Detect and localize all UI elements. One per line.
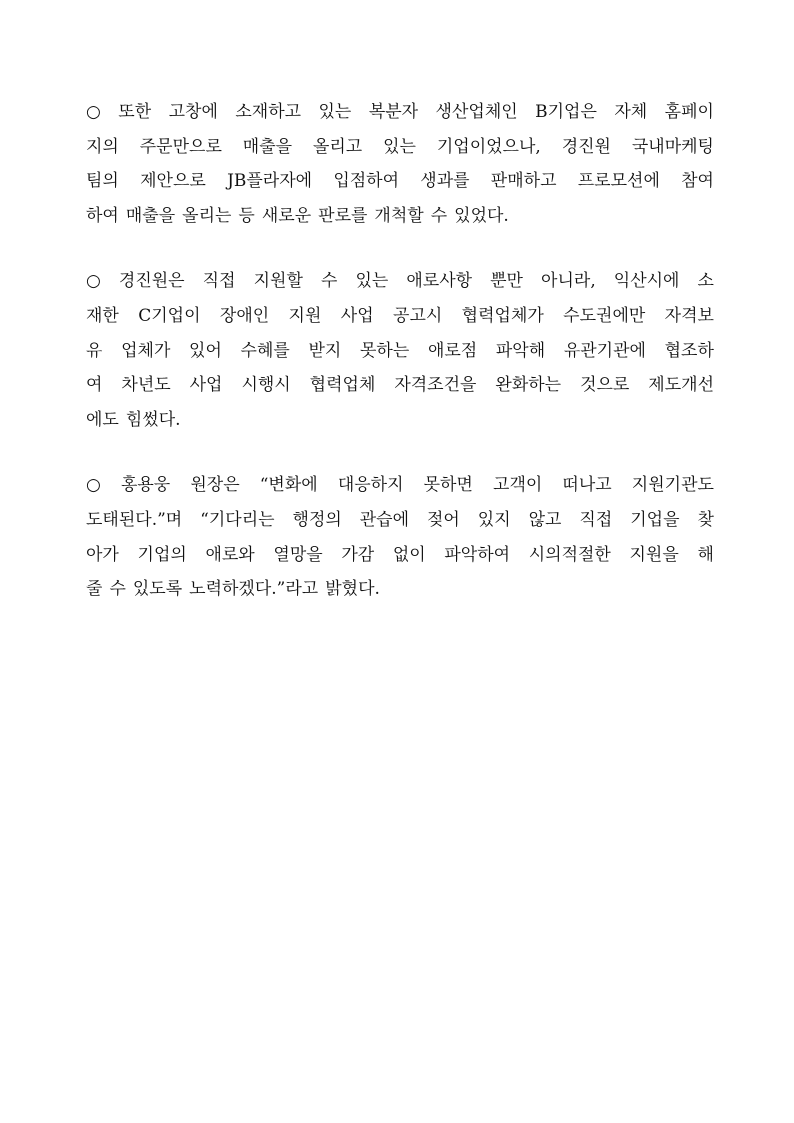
word: 소재하고	[235, 102, 302, 122]
word: 제안으로	[140, 171, 206, 192]
word: 팀의	[86, 171, 119, 192]
word: 있지	[477, 509, 511, 530]
word: 제도개선	[648, 375, 714, 396]
word: 힘썼다.	[125, 409, 181, 430]
word: 소	[697, 271, 714, 292]
word: 올리고	[312, 136, 363, 157]
word: 판로를	[318, 205, 368, 226]
word: 애로사항	[406, 271, 473, 292]
word: 지원을	[629, 544, 679, 565]
word: 있었다.	[454, 205, 509, 226]
word: 없이	[392, 544, 426, 565]
word: 협력업체	[309, 375, 376, 396]
word: 못하면	[423, 475, 473, 496]
word: 사업	[189, 375, 223, 396]
word: 있도록	[132, 579, 183, 600]
word: 판매하고	[490, 171, 557, 192]
word: 자격조건을	[394, 375, 477, 396]
word: 받지	[308, 340, 342, 361]
word: 파악해	[495, 340, 546, 361]
word: 아니라,	[541, 271, 596, 292]
word: 하여	[86, 205, 119, 226]
word: 파악하여	[444, 544, 511, 565]
word: 매출을	[125, 205, 176, 226]
word: 수	[109, 579, 126, 600]
word: 행정의	[292, 509, 342, 530]
word: 완화하는	[495, 375, 562, 396]
word: 차년도	[121, 375, 171, 396]
word: 경진원은	[118, 271, 185, 292]
word: 생산업체인	[435, 102, 518, 122]
word: 관습에	[359, 509, 410, 530]
word: 뿐만	[490, 271, 523, 292]
word: “변화에	[259, 475, 318, 496]
word: 입점하여	[333, 171, 400, 192]
word: 찾	[697, 509, 714, 530]
word: 올리는	[182, 205, 232, 226]
word: 시의적절한	[528, 544, 611, 565]
word: 기업을	[630, 509, 680, 530]
text-line	[86, 572, 714, 607]
bullet-marker: ○	[86, 271, 101, 292]
paragraph-gochang-bokbunja	[86, 95, 714, 233]
word: 수혜를	[240, 340, 290, 361]
word: 가감	[341, 544, 375, 565]
bullet-marker: ○	[86, 475, 101, 496]
text-line	[86, 299, 714, 334]
text-line	[86, 538, 714, 573]
word: 대응하지	[337, 475, 404, 496]
word: 않고	[528, 509, 562, 530]
word: 것으로	[580, 375, 630, 396]
word: 홈페이	[664, 102, 714, 122]
text-line	[86, 264, 714, 299]
word: 수	[320, 271, 338, 292]
word: 지원기관도	[631, 475, 714, 496]
word: 있는	[355, 271, 389, 292]
text-line	[86, 95, 714, 130]
word: 익산시에	[613, 271, 680, 292]
text-line	[86, 199, 714, 234]
word: 등	[238, 205, 255, 226]
word: 자격보	[664, 305, 714, 326]
text-line	[86, 334, 714, 369]
word: 장애인	[219, 305, 270, 326]
word: 젖어	[426, 509, 460, 530]
word: 홍용웅	[120, 475, 171, 496]
word: 경진원	[561, 136, 611, 157]
word: 직접	[202, 271, 236, 292]
text-line	[86, 403, 714, 438]
word: 새로운	[261, 205, 312, 226]
word: 복분자	[368, 102, 419, 122]
word: 여	[86, 375, 103, 396]
word: 지의	[86, 136, 119, 157]
word: 시행시	[241, 375, 291, 396]
word: 있어	[189, 340, 222, 361]
bullet-marker: ○	[86, 102, 101, 122]
word: 유	[86, 340, 103, 361]
word: JB플라자에	[227, 171, 313, 192]
word: 도태된다.”며	[86, 509, 183, 530]
word: B기업은	[535, 102, 597, 122]
word: 해	[697, 544, 714, 565]
word: 매출을	[242, 136, 293, 157]
word: 애로점	[427, 340, 478, 361]
word: 에도	[86, 409, 119, 430]
text-line	[86, 468, 714, 503]
text-line	[86, 164, 714, 199]
word: 협조하	[664, 340, 714, 361]
word: 직접	[579, 509, 613, 530]
word: C기업이	[138, 305, 201, 326]
document-body	[86, 95, 714, 638]
word: 또한	[118, 102, 152, 122]
paragraph-iksan-support	[86, 264, 714, 437]
word: 지원	[288, 305, 322, 326]
word: 자체	[614, 102, 648, 122]
word: 주문만으로	[139, 136, 222, 157]
word: 참여	[681, 171, 714, 192]
word: 수	[430, 205, 448, 226]
word: 밝혔다.	[325, 579, 380, 600]
word: 고창에	[168, 102, 218, 122]
word: 지원할	[253, 271, 303, 292]
word: 국내마케팅	[631, 136, 714, 157]
word: 개척할	[374, 205, 424, 226]
word: 열망을	[273, 544, 323, 565]
word: 기업이었으나,	[436, 136, 541, 157]
word: 재한	[86, 305, 119, 326]
word: 유관기관에	[563, 340, 646, 361]
word: 애로와	[205, 544, 255, 565]
word: 프로모션에	[577, 171, 660, 192]
word: 협력업체가	[461, 305, 544, 326]
word: 업체가	[121, 340, 171, 361]
word: 공고시	[393, 305, 443, 326]
word: 아가	[86, 544, 119, 565]
paragraph-director-quote	[86, 468, 714, 606]
word: 떠나고	[562, 475, 612, 496]
text-line	[86, 503, 714, 538]
word: “기다리는	[200, 509, 275, 530]
word: 사업	[340, 305, 374, 326]
word: 못하는	[360, 340, 410, 361]
word: 있는	[318, 102, 352, 122]
word: 있는	[383, 136, 416, 157]
text-line	[86, 368, 714, 403]
word: 기업의	[137, 544, 187, 565]
word: 생과를	[420, 171, 470, 192]
word: 줄	[86, 579, 103, 600]
word: 원장은	[190, 475, 240, 496]
word: 노력하겠다.”라고	[189, 579, 319, 600]
word: 고객이	[493, 475, 543, 496]
word: 수도권에만	[563, 305, 646, 326]
text-line	[86, 130, 714, 165]
